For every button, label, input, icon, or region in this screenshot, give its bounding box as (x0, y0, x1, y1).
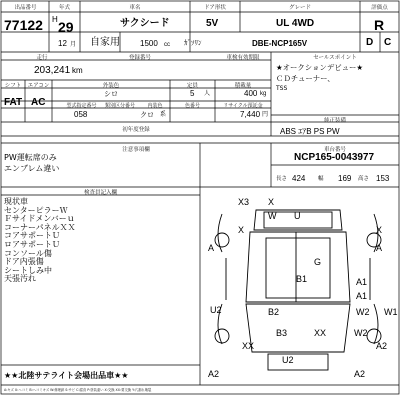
label-lot: 出品番号 (14, 5, 37, 11)
label-year: 年式 (58, 5, 70, 11)
damage-mark: B1 (296, 274, 308, 284)
label-equipment: 純正装備 (323, 118, 346, 124)
damage-mark: U2 (210, 305, 222, 315)
load-capacity: 400 (244, 89, 258, 98)
inspection-remark: 天張汚れ (4, 274, 36, 284)
year-era: H (52, 15, 58, 24)
legend: A:キズ U:へコミ B:へコミキズ W:修理跡 S:サビ C:腐食 P:塗装違い X:交換 XX:要交換 Y:穴割れ亀裂 (4, 388, 152, 392)
exterior-color: シロ (104, 91, 118, 98)
inspection-remark: ロアサポートＵ (4, 240, 60, 249)
damage-mark: U2 (282, 355, 294, 365)
displacement-unit: cc (164, 42, 170, 48)
load-unit: kg (260, 91, 267, 97)
label-exterior: 外装色 (102, 83, 120, 89)
label-shift: シフト (4, 83, 22, 89)
label-grade: グレード (288, 5, 311, 11)
displacement: 1500 (140, 39, 158, 48)
note-1: PW運転席のみ (4, 153, 57, 162)
label-ac: エアコン (27, 83, 50, 89)
height-label: 高さ (358, 176, 370, 182)
label-model: 車名 (129, 5, 141, 11)
label-inspector: 検査員記入欄 (83, 190, 117, 196)
label-category: 類別区分番号 (104, 103, 135, 109)
height-value: 153 (376, 174, 390, 183)
usage: 自家用 (90, 37, 120, 48)
damage-mark: W2 (354, 328, 368, 338)
damage-mark: A1 (356, 291, 368, 301)
label-sales-points: セールスポイント (313, 55, 357, 61)
label-interior: 内装色 (147, 103, 163, 109)
chassis-number: NCP165-0043977 (294, 152, 375, 163)
damage-mark: X3 (238, 197, 250, 207)
label-doors: ドア形状 (204, 5, 226, 11)
sales-point-1: ★オークションデビュー★ (276, 63, 364, 72)
inspection-remark: 現状車 (4, 197, 28, 206)
label-capacity: 積載量 (234, 83, 252, 89)
damage-mark: A1 (356, 277, 368, 287)
damage-mark: A2 (376, 341, 388, 351)
label-mileage: 走行 (36, 55, 48, 61)
seats-unit: 人 (204, 91, 211, 97)
damage-mark: B3 (276, 328, 288, 338)
label-registration: 登録番号 (128, 55, 151, 61)
label-color-no: 色番号 (184, 103, 200, 109)
sales-point-2: ＣＤチューナー、 (276, 74, 335, 83)
interior-score: D (366, 37, 374, 48)
sales-point-3: TSS (276, 85, 288, 92)
label-score: 評価点 (371, 5, 388, 11)
footer-note: ★★北陸サテライト会場出品車★★ (4, 371, 129, 380)
damage-mark: B2 (268, 307, 280, 317)
inspection-remark: ドア内張傷 (4, 257, 44, 267)
seats-value: 5 (190, 89, 195, 98)
damage-mark: A2 (208, 369, 220, 379)
width-value: 169 (338, 174, 352, 183)
mileage-unit: km (72, 66, 83, 75)
fuel-type: ｶﾞｿﾘﾝ (184, 40, 202, 47)
inspection-remark: コーナーパネルＸＸ (4, 222, 76, 232)
model-name: サクシード (120, 18, 170, 29)
equipment: ABS ｴｱB PS PW (280, 127, 340, 136)
recycle-fee: 7,440 (240, 110, 261, 119)
damage-mark: G (314, 257, 322, 267)
damage-mark: X (238, 225, 245, 235)
inspection-remark: センターピラーＷ (4, 205, 68, 215)
damage-mark: W1 (384, 307, 398, 317)
length-label: 長さ (276, 176, 288, 182)
model-code: DBE-NCP165V (252, 39, 308, 48)
inspection-remark: コアサポートＵ (4, 231, 60, 241)
mileage-value: 203,241 (34, 65, 71, 76)
note-2: エンブレム違い (4, 164, 60, 173)
width-label: 幅 (318, 176, 324, 182)
damage-mark: XX (314, 328, 327, 338)
shift-value: FAT (4, 97, 23, 108)
exterior-score: C (384, 37, 392, 48)
damage-mark: W2 (356, 307, 370, 317)
damage-mark: U (294, 211, 301, 221)
reg-month: 12 (58, 39, 67, 48)
grade: UL 4WD (276, 18, 315, 29)
damage-mark: A (376, 243, 383, 253)
inspection-remark: コンソール傷 (4, 248, 52, 258)
inspection-remark: シートしみ中 (4, 265, 52, 275)
damage-mark: X (376, 225, 383, 235)
label-registration-date: 初年度登録 (122, 127, 150, 133)
recycle-unit: 円 (262, 112, 269, 118)
interior-code: 系 (160, 112, 167, 118)
door-type: 5V (206, 18, 219, 29)
reg-month-unit: 月 (70, 42, 77, 48)
label-seats: 定員 (186, 83, 198, 89)
interior-color: クロ (140, 112, 154, 119)
label-recycle: リサイクル預託金 (223, 103, 263, 109)
damage-mark: XX (242, 341, 255, 351)
lot-number: 77122 (4, 17, 43, 33)
model-year: 29 (58, 19, 74, 35)
label-notes: 注意事項欄 (122, 147, 150, 153)
overall-score: R (374, 17, 385, 33)
ac-value: AC (31, 97, 46, 108)
length-value: 424 (292, 174, 306, 183)
label-type-no: 型式指定番号 (66, 103, 97, 109)
damage-mark: W (268, 211, 277, 221)
inspection-remark: Ｆサイドメンバーｕ (4, 214, 75, 224)
label-inspection: 車検有効期限 (226, 55, 260, 61)
damage-mark: X (268, 197, 275, 207)
damage-mark: A2 (354, 369, 366, 379)
label-chassis: 車台番号 (323, 147, 346, 153)
type-number: 058 (74, 110, 88, 119)
damage-mark: A (208, 243, 215, 253)
